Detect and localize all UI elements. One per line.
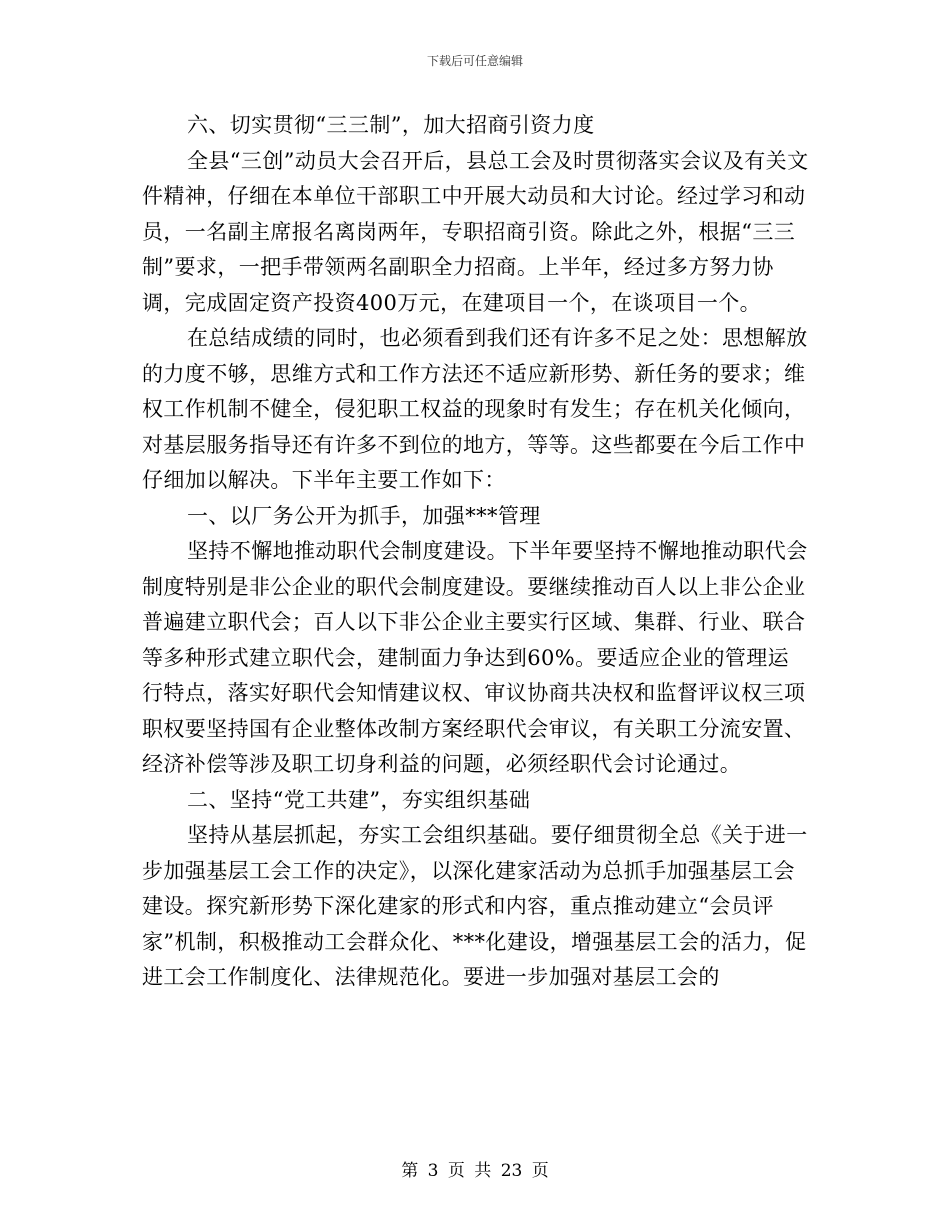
section-heading-6: 六、切实贯彻“三三制”，加大招商引资力度 (187, 113, 595, 137)
section-heading-1: 一、以厂务公开为抓手，加强***管理 (187, 503, 541, 528)
paragraph-shortcomings: 在总结成绩的同时，也必须看到我们还有许多不足之处：思想解放的力度不够，思维方式和工作方法还不适应新形势、新任务的要求；维权工作机制不健全，侵犯职工权益的现象时有发生；存在机关化倾向，对基层服务指导还有许多不到位的地方，等等。这些都要在今后工作中仔细加以解决。下半年主要工作如下： (142, 326, 808, 492)
paragraph-investment: 全县“三创”动员大会召开后，县总工会及时贯彻落实会议及有关文件精神，仔细在本单位干部职工中开展大动员和大讨论。经过学习和动员，一名副主席报名离岗两年，专职招商引资。除此之外，根据“三三制”要求，一把手带领两名副职全力招商。上半年，经过多方努力协调，完成固定资产投资400万元，在建项目一个，在谈项目一个。 (142, 148, 809, 315)
paragraph-congress-system: 坚持不懈地推动职代会制度建设。下半年要坚持不懈地推动职代会制度特别是非公企业的职代会制度建设。要继续推动百人以上非公企业普遍建立职代会；百人以下非公企业主要实行区域、集群、行业、联合等多种形式建立职代会，建制面力争达到60%。要适应企业的管理运行特点，落实好职代会知情建议权、审议协商共决权和监督评议权三项职权要坚持国有企业整体改制方案经职代会审议，有关职工分流安置、经济补偿等涉及职工切身利益的问题，必须经职代会讨论通过。 (142, 539, 808, 776)
document-body (142, 108, 810, 996)
section-heading-2: 二、坚持“党工共建”，夯实组织基础 (187, 787, 531, 812)
page-number: 第 3 页 共 23 页 (401, 1161, 549, 1181)
paragraph-grassroots: 坚持从基层抓起，夯实工会组织基础。要仔细贯彻全总《关于进一步加强基层工会工作的决定》，以深化建家活动为总抓手加强基层工会建设。探究新形势下深化建家的形式和内容，重点推动建立“会员评家”机制，积极推动工会群众化、***化建设，增强基层工会的活力，促进工会工作制度化、法律规范化。要进一步加强对基层工会的 (142, 823, 808, 989)
page-header: 下载后可任意编辑 (426, 54, 523, 68)
